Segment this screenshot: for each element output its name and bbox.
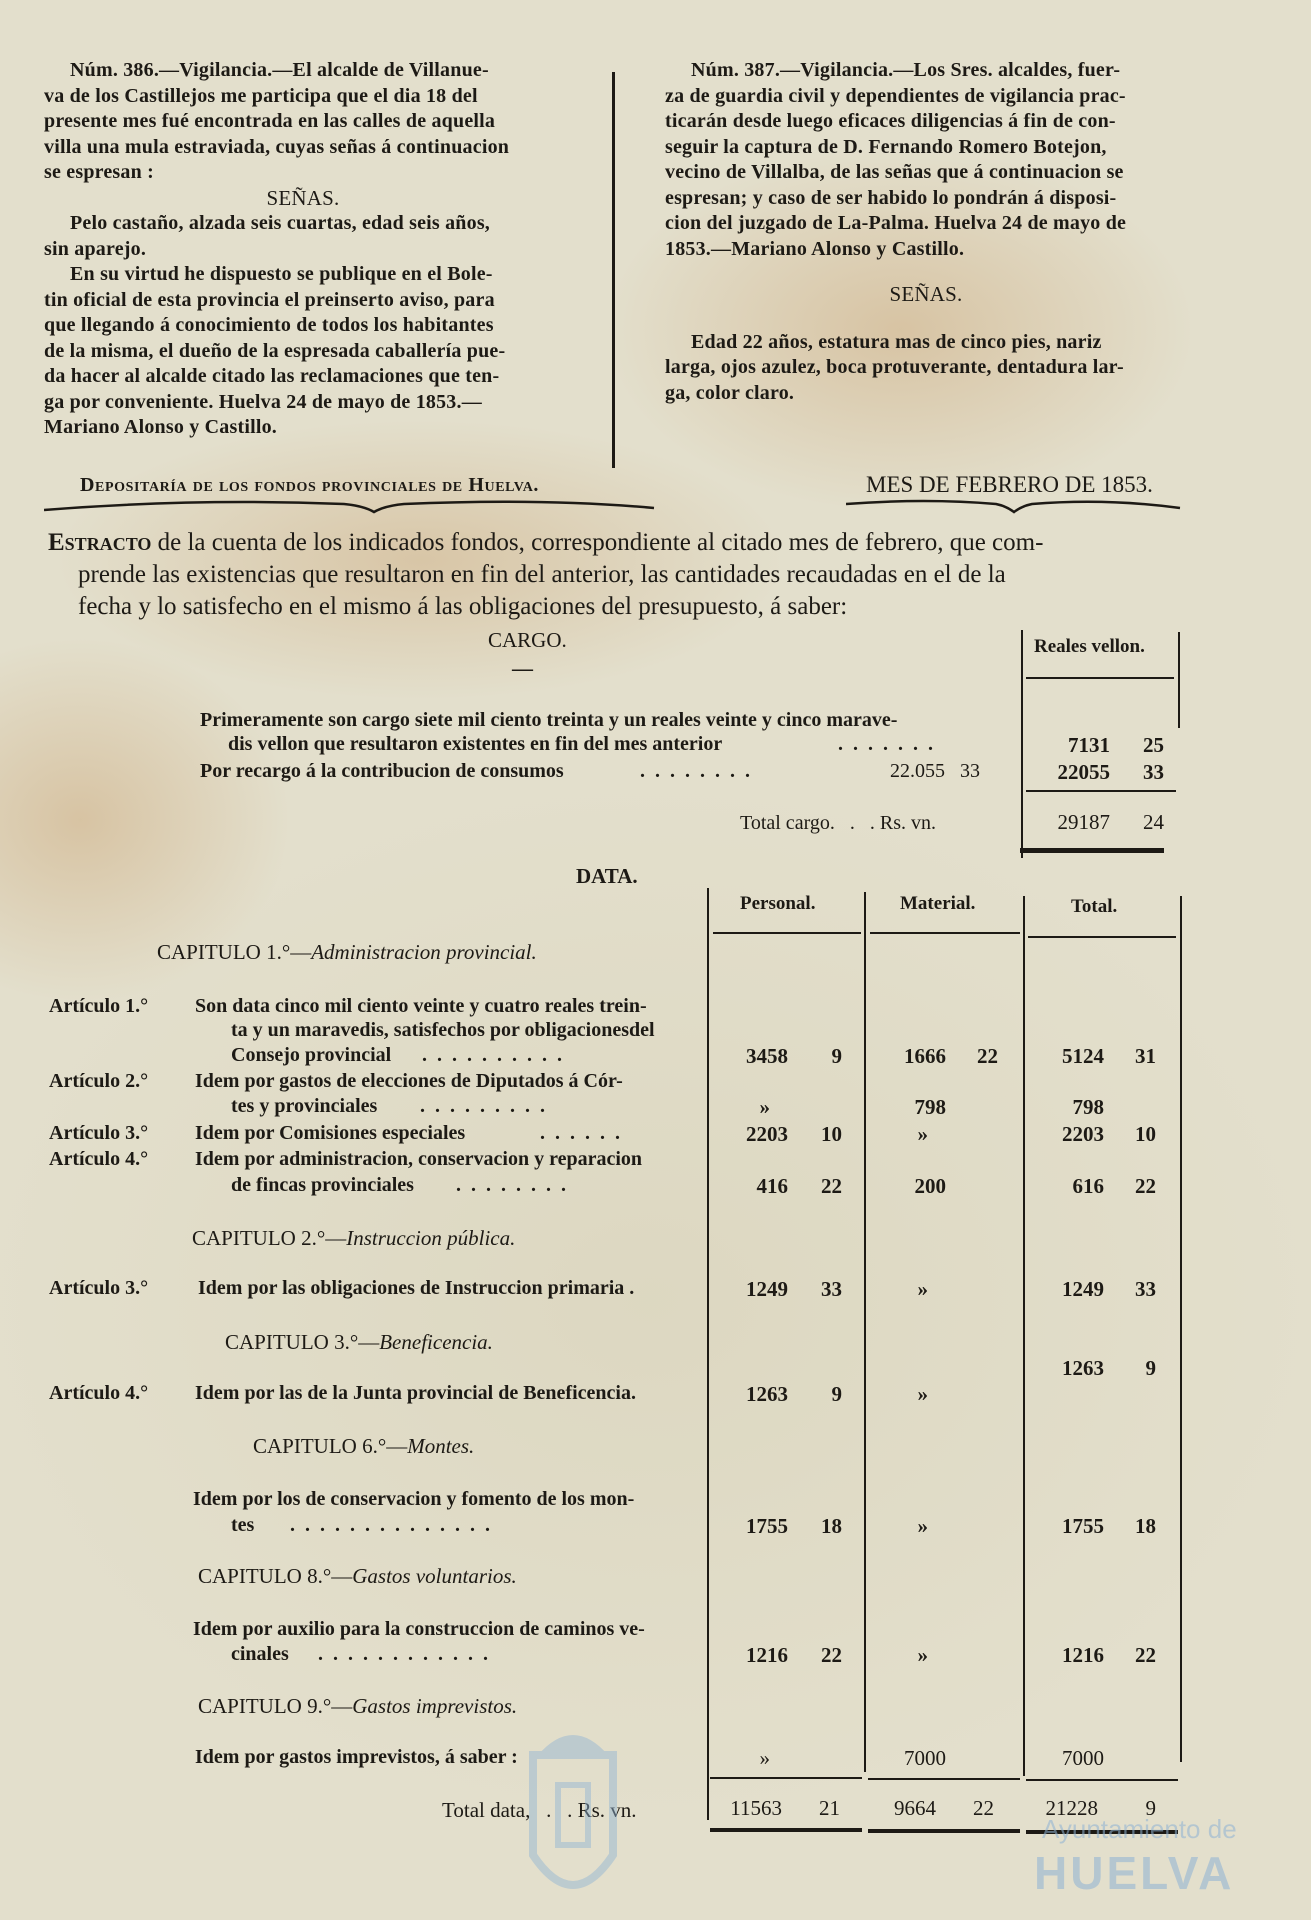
cargo-dash: — bbox=[512, 656, 533, 680]
total-reales: 2203 bbox=[1062, 1122, 1104, 1146]
data-title: DATA. bbox=[576, 864, 638, 888]
leader-dots: ....... bbox=[838, 733, 943, 755]
cargo-total-mrs: 24 bbox=[1143, 810, 1164, 834]
total-personal-mrs: 21 bbox=[819, 1796, 840, 1820]
cargo-total-reales: 29187 bbox=[1057, 810, 1110, 834]
chapter-2-heading: CAPITULO 2.°—Instruccion pública. bbox=[192, 1226, 516, 1250]
total-mrs: 31 bbox=[1135, 1044, 1156, 1068]
data-rule-personal-left bbox=[707, 888, 709, 1820]
personal-reales: 1755 bbox=[746, 1514, 788, 1538]
description-line: larga, ojos azulez, boca protuverante, dentadura lar- bbox=[665, 356, 1124, 378]
body-line: tin oficial de esta provincia el preinserto aviso, para bbox=[44, 288, 495, 311]
article-label: Artículo 1.° bbox=[49, 995, 149, 1017]
sum-rule-material bbox=[868, 1778, 1020, 1780]
data-total-label: Total data, . . Rs. vn. bbox=[442, 1798, 637, 1822]
body-line: Mariano Alonso y Castillo. bbox=[44, 416, 277, 438]
body-line: de la misma, el dueño de la espresada caballería pue- bbox=[44, 339, 506, 362]
row-text: ta y un maravedis, satisfechos por obligacionesdel bbox=[231, 1019, 655, 1041]
total-total-mrs: 9 bbox=[1145, 1796, 1156, 1820]
material-reales: » bbox=[917, 1643, 928, 1667]
total-mrs: 18 bbox=[1135, 1514, 1156, 1538]
body-line: da hacer al alcalde citado las reclamaciones que ten- bbox=[44, 365, 500, 387]
material-reales: » bbox=[917, 1382, 928, 1406]
total-mrs: 33 bbox=[1135, 1277, 1156, 1301]
row-text: Idem por las de la Junta provincial de Beneficencia. bbox=[195, 1382, 636, 1404]
watermark-line-2: HUELVA bbox=[1034, 1847, 1235, 1899]
body-line: En su virtud he dispuesto se publique en el Bole- bbox=[70, 263, 493, 285]
row-text: Idem por los de conservacion y fomento de los mon- bbox=[193, 1488, 635, 1510]
month-title: MES DE FEBRERO DE 1853. bbox=[866, 472, 1153, 497]
chapter-1-heading: CAPITULO 1.°—Administracion provincial. bbox=[157, 940, 537, 964]
notice-386-line: se espresan : bbox=[44, 161, 155, 183]
senas-heading: SEÑAS. bbox=[266, 185, 340, 210]
intro-line: prende las existencias que resultaron en fin del anterior, las cantidades recaudadas en el de la bbox=[78, 561, 1006, 588]
total-reales: 1755 bbox=[1062, 1514, 1104, 1538]
header-rule-material bbox=[870, 932, 1020, 934]
intro-line: fecha y lo satisfecho en el mismo á las obligaciones del presupuesto, á saber: bbox=[78, 593, 848, 620]
notice-387-line: 1853.—Mariano Alonso y Castillo. bbox=[665, 237, 965, 260]
total-reales: 798 bbox=[1072, 1095, 1104, 1119]
leader-dots: ........ bbox=[456, 1174, 576, 1196]
body-line: ga por conveniente. Huelva 24 de mayo de 1853.— bbox=[44, 390, 482, 413]
leader-dots: ......... bbox=[420, 1095, 555, 1117]
material-reales: 798 bbox=[914, 1095, 946, 1119]
data-rule-material-left bbox=[864, 892, 866, 1772]
personal-mrs: 10 bbox=[821, 1122, 842, 1146]
header-total: Total. bbox=[1071, 896, 1118, 917]
total-mrs: 22 bbox=[1135, 1174, 1156, 1198]
cargo-column-left-rule bbox=[1021, 630, 1023, 858]
cargo-row-1-line-2: dis vellon que resultaron existentes en fin del mes anterior bbox=[228, 733, 723, 755]
column-divider bbox=[612, 72, 615, 468]
personal-mrs: 22 bbox=[821, 1174, 842, 1198]
row-text: Idem por Comisiones especiales bbox=[195, 1122, 466, 1144]
description-line: ga, color claro. bbox=[665, 381, 795, 404]
total-mrs: 10 bbox=[1135, 1122, 1156, 1146]
header-personal: Personal. bbox=[740, 893, 816, 914]
notice-387-line: Núm. 387.—Vigilancia.—Los Sres. alcaldes, fuer- bbox=[691, 59, 1121, 81]
notice-386-line: villa una mula estraviada, cuyas señas á continuacion bbox=[44, 135, 510, 158]
row-text: Idem por gastos de elecciones de Diputados á Cór- bbox=[195, 1070, 623, 1092]
ornamental-rule-right bbox=[846, 498, 1182, 514]
notice-386 bbox=[44, 58, 562, 441]
material-reales: 1666 bbox=[904, 1044, 946, 1068]
article-label: Artículo 3.° bbox=[49, 1122, 149, 1144]
leader-dots: ........ bbox=[640, 760, 760, 782]
depositaria-title: Depositaría de los fondos provinciales de Huelva. bbox=[80, 474, 540, 496]
personal-reales: 2203 bbox=[746, 1122, 788, 1146]
chapter-9-heading: CAPITULO 9.°—Gastos imprevistos. bbox=[198, 1694, 518, 1718]
notice-387-line: vecino de Villalba, de las señas que á continuacion se bbox=[665, 161, 1124, 183]
cargo-row-1-line-1: Primeramente son cargo siete mil ciento treinta y un reales veinte y cinco marave- bbox=[200, 709, 898, 731]
total-material-mrs: 22 bbox=[973, 1796, 994, 1820]
cargo-row-1-reales: 7131 bbox=[1068, 733, 1110, 757]
total-reales: 5124 bbox=[1062, 1044, 1104, 1068]
total-mrs: 9 bbox=[1145, 1356, 1156, 1380]
row-text: tes y provinciales bbox=[231, 1095, 378, 1117]
cargo-title: CARGO. bbox=[488, 628, 567, 652]
cargo-row-2-reales: 22055 bbox=[1057, 760, 1110, 784]
total-mrs: 22 bbox=[1135, 1643, 1156, 1667]
cargo-row-1-mrs: 25 bbox=[1143, 733, 1164, 757]
personal-reales: 416 bbox=[756, 1174, 788, 1198]
description-line: Edad 22 años, estatura mas de cinco pies, nariz bbox=[691, 330, 1102, 353]
leader-dots: ...... bbox=[540, 1122, 630, 1144]
senas-heading: SEÑAS. bbox=[889, 282, 963, 306]
notice-387-line: cion del juzgado de La-Palma. Huelva 24 de mayo de bbox=[665, 212, 1127, 234]
personal-reales: 1249 bbox=[746, 1277, 788, 1301]
row-text: Idem por las obligaciones de Instruccion primaria . bbox=[198, 1277, 635, 1299]
personal-mrs: 22 bbox=[821, 1643, 842, 1667]
watermark-line-1: Ayuntamiento de bbox=[1042, 1814, 1237, 1844]
personal-mrs: 18 bbox=[821, 1514, 842, 1538]
chapter-8-heading: CAPITULO 8.°—Gastos voluntarios. bbox=[198, 1564, 517, 1588]
notice-387-line: ticarán desde luego eficaces diligencias á fin de con- bbox=[665, 110, 1116, 132]
cargo-total-double-rule bbox=[1020, 848, 1164, 853]
article-label: Artículo 2.° bbox=[49, 1070, 149, 1092]
row-text: cinales bbox=[231, 1643, 289, 1665]
article-label: Artículo 3.° bbox=[49, 1277, 149, 1299]
sum-rule-personal bbox=[710, 1777, 862, 1779]
cargo-row-2-mrs: 33 bbox=[1143, 760, 1164, 784]
row-text: tes bbox=[231, 1514, 255, 1536]
cargo-column-header: Reales vellon. bbox=[1034, 636, 1145, 657]
header-rule-personal bbox=[713, 932, 861, 934]
intro-first-word: Estracto bbox=[48, 529, 152, 556]
city-crest-watermark-icon bbox=[518, 1715, 628, 1915]
material-reales: 7000 bbox=[904, 1746, 946, 1770]
total-reales: 1249 bbox=[1062, 1277, 1104, 1301]
data-rule-right bbox=[1180, 896, 1182, 1762]
sum-rule-total bbox=[1026, 1779, 1178, 1781]
notice-386-line: Núm. 386.—Vigilancia.—El alcalde de Villanue- bbox=[70, 59, 489, 81]
intro-line: de la cuenta de los indicados fondos, correspondiente al citado mes de febrero, que com- bbox=[151, 529, 1044, 556]
material-reales: » bbox=[917, 1514, 928, 1538]
material-reales: 200 bbox=[914, 1174, 946, 1198]
total-total-reales: 21228 bbox=[1045, 1796, 1098, 1820]
description-line: Pelo castaño, alzada seis cuartas, edad seis años, bbox=[70, 212, 490, 234]
ornamental-rule-left bbox=[44, 498, 656, 514]
cargo-column-right-rule bbox=[1178, 632, 1180, 728]
personal-reales: » bbox=[759, 1746, 770, 1770]
personal-reales: 1263 bbox=[746, 1382, 788, 1406]
material-reales: » bbox=[917, 1277, 928, 1301]
personal-mrs: 9 bbox=[831, 1044, 842, 1068]
chapter-6-heading: CAPITULO 6.°—Montes. bbox=[253, 1434, 475, 1458]
cargo-row-2-inline-amount: 22.055 33 bbox=[890, 760, 980, 782]
notice-387-line: seguir la captura de D. Fernando Romero Botejon, bbox=[665, 135, 1107, 158]
total-reales: 1216 bbox=[1062, 1643, 1104, 1667]
cargo-sum-rule bbox=[1026, 790, 1176, 792]
total-material-reales: 9664 bbox=[894, 1796, 936, 1820]
row-text: Idem por auxilio para la construccion de caminos ve- bbox=[193, 1618, 645, 1640]
total-reales: 7000 bbox=[1062, 1746, 1104, 1770]
notice-387 bbox=[665, 58, 1187, 406]
leader-dots: ............ bbox=[318, 1643, 498, 1665]
body-line: que llegando á conocimiento de todos los habitantes bbox=[44, 314, 494, 336]
notice-386-line: presente mes fué encontrada en las calles de aquella bbox=[44, 110, 496, 132]
notice-387-line: espresan; y caso de ser habido lo pondrán á disposi- bbox=[665, 186, 1117, 209]
chapter-3-heading: CAPITULO 3.°—Beneficencia. bbox=[225, 1330, 493, 1354]
personal-reales: 1216 bbox=[746, 1643, 788, 1667]
personal-reales: 3458 bbox=[746, 1044, 788, 1068]
cargo-row-2-text: Por recargo á la contribucion de consumos bbox=[200, 760, 564, 782]
row-text: Consejo provincial bbox=[231, 1044, 392, 1066]
personal-reales: » bbox=[759, 1095, 770, 1119]
total-reales: 1263 bbox=[1062, 1356, 1104, 1380]
row-text: Idem por gastos imprevistos, á saber : bbox=[195, 1746, 518, 1768]
leader-dots: .............. bbox=[290, 1514, 500, 1536]
personal-mrs: 33 bbox=[821, 1277, 842, 1301]
row-text: de fincas provinciales bbox=[231, 1174, 414, 1196]
cargo-total-label: Total cargo. . . Rs. vn. bbox=[740, 812, 936, 834]
extract-intro bbox=[48, 527, 1188, 623]
header-material: Material. bbox=[900, 893, 976, 914]
total-double-rule-material bbox=[868, 1829, 1020, 1833]
notice-387-line: za de guardia civil y dependientes de vigilancia prac- bbox=[665, 84, 1126, 107]
cargo-header-rule bbox=[1026, 677, 1174, 679]
material-reales: » bbox=[917, 1122, 928, 1146]
material-mrs: 22 bbox=[977, 1044, 998, 1068]
row-text: Son data cinco mil ciento veinte y cuatro reales trein- bbox=[195, 995, 647, 1017]
leader-dots: .......... bbox=[422, 1044, 572, 1066]
total-double-rule-personal bbox=[710, 1828, 862, 1832]
article-label: Artículo 4.° bbox=[49, 1148, 149, 1170]
article-label: Artículo 4.° bbox=[49, 1382, 149, 1404]
total-personal-reales: 11563 bbox=[730, 1796, 782, 1820]
description-line: sin aparejo. bbox=[44, 237, 147, 260]
notice-386-line: va de los Castillejos me participa que el dia 18 del bbox=[44, 84, 478, 107]
personal-mrs: 9 bbox=[831, 1382, 842, 1406]
data-rule-total-left bbox=[1023, 896, 1025, 1776]
row-text: Idem por administracion, conservacion y reparacion bbox=[195, 1148, 643, 1170]
total-reales: 616 bbox=[1072, 1174, 1104, 1198]
header-rule-total bbox=[1028, 936, 1176, 938]
